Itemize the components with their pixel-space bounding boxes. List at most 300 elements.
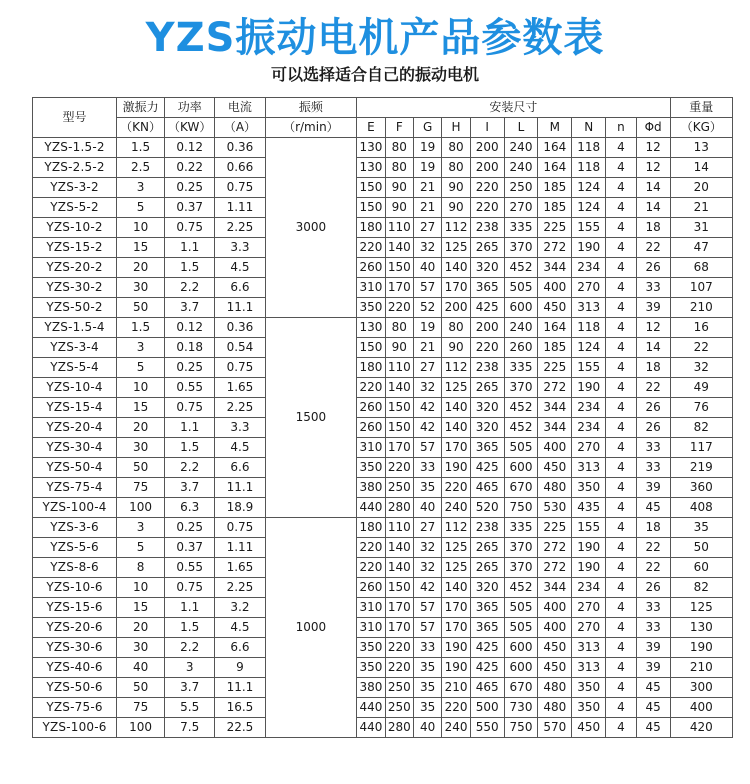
table-cell: 600 — [504, 458, 538, 478]
table-cell: 80 — [385, 158, 413, 178]
table-cell: 4 — [606, 378, 637, 398]
table-cell: 320 — [470, 258, 504, 278]
model-cell: YZS-1.5-4 — [33, 318, 117, 338]
table-cell: 750 — [504, 498, 538, 518]
table-row — [33, 478, 733, 498]
table-cell: 0.37 — [165, 538, 215, 558]
table-cell: 90 — [442, 178, 470, 198]
table-cell: 3 — [165, 658, 215, 678]
model-cell: YZS-30-2 — [33, 278, 117, 298]
table-cell: 220 — [470, 338, 504, 358]
table-cell: 18 — [636, 218, 670, 238]
table-cell: 440 — [357, 718, 385, 738]
table-cell: 1.65 — [215, 558, 265, 578]
table-cell: 45 — [636, 718, 670, 738]
table-cell: 335 — [504, 518, 538, 538]
table-cell: 0.55 — [165, 558, 215, 578]
table-cell: 125 — [442, 378, 470, 398]
table-cell: 11.1 — [215, 478, 265, 498]
table-cell: 3.7 — [165, 478, 215, 498]
table-cell: 82 — [670, 418, 732, 438]
header-force: 激振力 — [117, 98, 165, 118]
table-cell: 450 — [538, 638, 572, 658]
table-cell: 110 — [385, 518, 413, 538]
table-cell: 350 — [357, 458, 385, 478]
table-cell: 8 — [117, 558, 165, 578]
table-row — [33, 718, 733, 738]
model-cell: YZS-20-6 — [33, 618, 117, 638]
table-cell: 39 — [636, 658, 670, 678]
table-cell: 1.5 — [165, 618, 215, 638]
table-cell: 272 — [538, 378, 572, 398]
table-cell: 370 — [504, 238, 538, 258]
table-cell: 220 — [385, 458, 413, 478]
table-cell: 220 — [442, 698, 470, 718]
table-cell: 22.5 — [215, 718, 265, 738]
table-cell: 27 — [413, 518, 441, 538]
header-dim-f: F — [385, 118, 413, 138]
table-cell: 33 — [636, 278, 670, 298]
table-cell: 42 — [413, 578, 441, 598]
table-row — [33, 438, 733, 458]
table-cell: 50 — [117, 678, 165, 698]
table-cell: 750 — [504, 718, 538, 738]
table-cell: 310 — [357, 618, 385, 638]
table-cell: 32 — [670, 358, 732, 378]
model-cell: YZS-15-6 — [33, 598, 117, 618]
table-cell: 730 — [504, 698, 538, 718]
table-cell: 90 — [385, 178, 413, 198]
table-cell: 313 — [572, 298, 606, 318]
table-cell: 452 — [504, 258, 538, 278]
table-cell: 1.11 — [215, 538, 265, 558]
table-cell: 265 — [470, 378, 504, 398]
table-cell: 365 — [470, 438, 504, 458]
table-cell: 265 — [470, 238, 504, 258]
table-cell: 12 — [636, 158, 670, 178]
table-cell: 4 — [606, 278, 637, 298]
table-cell: 200 — [470, 318, 504, 338]
table-cell: 220 — [442, 478, 470, 498]
table-cell: 350 — [572, 698, 606, 718]
table-cell: 39 — [636, 298, 670, 318]
table-cell: 140 — [442, 578, 470, 598]
table-cell: 33 — [636, 598, 670, 618]
table-cell: 344 — [538, 418, 572, 438]
table-cell: 2.25 — [215, 218, 265, 238]
table-cell: 33 — [636, 458, 670, 478]
table-cell: 42 — [413, 418, 441, 438]
table-cell: 240 — [442, 498, 470, 518]
table-row — [33, 418, 733, 438]
table-cell: 35 — [413, 478, 441, 498]
table-cell: 550 — [470, 718, 504, 738]
table-cell: 10 — [117, 578, 165, 598]
table-row — [33, 298, 733, 318]
table-cell: 270 — [572, 278, 606, 298]
table-cell: 76 — [670, 398, 732, 418]
table-cell: 150 — [357, 198, 385, 218]
table-cell: 4 — [606, 438, 637, 458]
table-cell: 600 — [504, 638, 538, 658]
table-cell: 140 — [385, 238, 413, 258]
table-cell: 140 — [442, 418, 470, 438]
table-cell: 80 — [385, 318, 413, 338]
table-cell: 4 — [606, 138, 637, 158]
table-cell: 1.5 — [117, 318, 165, 338]
table-row — [33, 698, 733, 718]
table-cell: 170 — [442, 278, 470, 298]
table-cell: 440 — [357, 498, 385, 518]
table-cell: 35 — [670, 518, 732, 538]
model-cell: YZS-40-6 — [33, 658, 117, 678]
table-row — [33, 578, 733, 598]
table-cell: 344 — [538, 578, 572, 598]
table-cell: 12 — [636, 318, 670, 338]
table-cell: 225 — [538, 518, 572, 538]
table-cell: 425 — [470, 298, 504, 318]
table-cell: 335 — [504, 358, 538, 378]
table-cell: 22 — [636, 378, 670, 398]
table-cell: 4 — [606, 718, 637, 738]
table-cell: 80 — [442, 138, 470, 158]
header-install: 安装尺寸 — [357, 98, 670, 118]
table-cell: 480 — [538, 678, 572, 698]
table-cell: 400 — [538, 618, 572, 638]
table-cell: 16 — [670, 318, 732, 338]
table-cell: 0.75 — [215, 358, 265, 378]
table-cell: 21 — [670, 198, 732, 218]
table-cell: 50 — [117, 458, 165, 478]
table-cell: 6.6 — [215, 278, 265, 298]
model-cell: YZS-3-6 — [33, 518, 117, 538]
table-cell: 350 — [357, 638, 385, 658]
table-cell: 22 — [670, 338, 732, 358]
table-cell: 2.2 — [165, 638, 215, 658]
table-cell: 5 — [117, 358, 165, 378]
table-cell: 250 — [385, 478, 413, 498]
table-row — [33, 278, 733, 298]
table-cell: 150 — [385, 578, 413, 598]
table-cell: 5.5 — [165, 698, 215, 718]
table-cell: 50 — [670, 538, 732, 558]
table-cell: 234 — [572, 398, 606, 418]
table-cell: 310 — [357, 438, 385, 458]
header-dim-phid: Φd — [636, 118, 670, 138]
table-cell: 170 — [385, 618, 413, 638]
table-cell: 26 — [636, 578, 670, 598]
table-cell: 220 — [357, 538, 385, 558]
table-cell: 27 — [413, 358, 441, 378]
table-cell: 400 — [538, 278, 572, 298]
table-cell: 170 — [385, 278, 413, 298]
table-cell: 118 — [572, 318, 606, 338]
page-subtitle: 可以选择适合自己的振动电机 — [270, 65, 479, 84]
table-cell: 219 — [670, 458, 732, 478]
table-cell: 3.3 — [215, 238, 265, 258]
table-cell: 220 — [357, 558, 385, 578]
table-cell: 47 — [670, 238, 732, 258]
table-cell: 0.25 — [165, 518, 215, 538]
table-cell: 505 — [504, 438, 538, 458]
header-freq-unit: （r/min） — [265, 118, 357, 138]
table-cell: 260 — [357, 398, 385, 418]
table-cell: 300 — [670, 678, 732, 698]
table-cell: 15 — [117, 238, 165, 258]
table-cell: 210 — [670, 298, 732, 318]
table-cell: 0.25 — [165, 358, 215, 378]
table-cell: 20 — [117, 418, 165, 438]
header-dim-m: M — [538, 118, 572, 138]
table-cell: 520 — [470, 498, 504, 518]
model-cell: YZS-75-6 — [33, 698, 117, 718]
table-cell: 40 — [117, 658, 165, 678]
table-cell: 420 — [670, 718, 732, 738]
table-cell: 480 — [538, 698, 572, 718]
table-cell: 19 — [413, 158, 441, 178]
table-cell: 280 — [385, 498, 413, 518]
model-cell: YZS-30-4 — [33, 438, 117, 458]
table-cell: 15 — [117, 598, 165, 618]
table-cell: 0.75 — [215, 518, 265, 538]
header-dim-e: E — [357, 118, 385, 138]
table-cell: 365 — [470, 598, 504, 618]
table-cell: 0.36 — [215, 138, 265, 158]
table-cell: 45 — [636, 678, 670, 698]
table-cell: 45 — [636, 498, 670, 518]
table-cell: 220 — [385, 658, 413, 678]
table-cell: 190 — [572, 378, 606, 398]
table-cell: 190 — [572, 558, 606, 578]
table-cell: 238 — [470, 358, 504, 378]
table-cell: 2.5 — [117, 158, 165, 178]
table-cell: 130 — [670, 618, 732, 638]
table-cell: 313 — [572, 458, 606, 478]
header-force-unit: （KN） — [117, 118, 165, 138]
table-cell: 190 — [572, 238, 606, 258]
table-cell: 0.12 — [165, 138, 215, 158]
table-cell: 344 — [538, 398, 572, 418]
table-cell: 5 — [117, 538, 165, 558]
table-cell: 600 — [504, 298, 538, 318]
table-cell: 185 — [538, 178, 572, 198]
model-cell: YZS-100-4 — [33, 498, 117, 518]
table-cell: 19 — [413, 138, 441, 158]
table-cell: 39 — [636, 478, 670, 498]
table-cell: 400 — [670, 698, 732, 718]
table-row — [33, 338, 733, 358]
table-cell: 140 — [442, 258, 470, 278]
table-cell: 0.36 — [215, 318, 265, 338]
table-cell: 335 — [504, 218, 538, 238]
table-cell: 21 — [413, 338, 441, 358]
table-cell: 90 — [442, 198, 470, 218]
table-cell: 220 — [470, 198, 504, 218]
table-cell: 21 — [413, 198, 441, 218]
table-cell: 11.1 — [215, 678, 265, 698]
table-cell: 465 — [470, 678, 504, 698]
table-cell: 27 — [413, 218, 441, 238]
table-cell: 350 — [357, 298, 385, 318]
model-cell: YZS-5-2 — [33, 198, 117, 218]
table-cell: 18 — [636, 518, 670, 538]
table-header — [33, 98, 733, 138]
table-cell: 26 — [636, 398, 670, 418]
table-cell: 4 — [606, 578, 637, 598]
header-dim-h: H — [442, 118, 470, 138]
table-cell: 52 — [413, 298, 441, 318]
model-cell: YZS-2.5-2 — [33, 158, 117, 178]
table-row — [33, 378, 733, 398]
table-cell: 33 — [413, 458, 441, 478]
table-cell: 4 — [606, 658, 637, 678]
table-cell: 150 — [357, 338, 385, 358]
table-cell: 3.2 — [215, 598, 265, 618]
table-cell: 505 — [504, 278, 538, 298]
table-cell: 60 — [670, 558, 732, 578]
model-cell: YZS-20-4 — [33, 418, 117, 438]
table-cell: 164 — [538, 318, 572, 338]
table-cell: 180 — [357, 518, 385, 538]
table-row — [33, 638, 733, 658]
table-cell: 2.2 — [165, 458, 215, 478]
table-cell: 320 — [470, 418, 504, 438]
table-cell: 6.6 — [215, 638, 265, 658]
table-cell: 124 — [572, 198, 606, 218]
table-row — [33, 158, 733, 178]
model-cell: YZS-5-4 — [33, 358, 117, 378]
table-cell: 313 — [572, 658, 606, 678]
table-cell: 4 — [606, 418, 637, 438]
table-cell: 12 — [636, 138, 670, 158]
model-cell: YZS-50-4 — [33, 458, 117, 478]
table-cell: 265 — [470, 538, 504, 558]
table-cell: 18 — [636, 358, 670, 378]
table-cell: 220 — [470, 178, 504, 198]
table-cell: 4.5 — [215, 618, 265, 638]
table-cell: 18.9 — [215, 498, 265, 518]
table-cell: 1.1 — [165, 418, 215, 438]
table-cell: 0.54 — [215, 338, 265, 358]
table-cell: 4 — [606, 538, 637, 558]
table-cell: 0.25 — [165, 178, 215, 198]
table-cell: 90 — [385, 338, 413, 358]
table-cell: 408 — [670, 498, 732, 518]
table-cell: 452 — [504, 418, 538, 438]
table-cell: 505 — [504, 618, 538, 638]
table-cell: 180 — [357, 358, 385, 378]
table-cell: 124 — [572, 178, 606, 198]
table-cell: 450 — [538, 658, 572, 678]
model-cell: YZS-75-4 — [33, 478, 117, 498]
model-cell: YZS-5-6 — [33, 538, 117, 558]
table-cell: 370 — [504, 538, 538, 558]
table-cell: 125 — [442, 238, 470, 258]
table-cell: 4 — [606, 238, 637, 258]
table-cell: 170 — [385, 438, 413, 458]
table-cell: 155 — [572, 358, 606, 378]
table-cell: 112 — [442, 358, 470, 378]
table-body — [33, 138, 733, 738]
table-cell: 220 — [385, 298, 413, 318]
table-cell: 240 — [504, 318, 538, 338]
table-cell: 370 — [504, 378, 538, 398]
table-row — [33, 198, 733, 218]
table-cell: 150 — [357, 178, 385, 198]
table-cell: 425 — [470, 458, 504, 478]
table-cell: 15 — [117, 398, 165, 418]
table-cell: 20 — [117, 258, 165, 278]
table-cell: 90 — [385, 198, 413, 218]
table-cell: 22 — [636, 538, 670, 558]
model-cell: YZS-3-4 — [33, 338, 117, 358]
table-cell: 570 — [538, 718, 572, 738]
header-current: 电流 — [215, 98, 265, 118]
table-cell: 4 — [606, 258, 637, 278]
model-cell: YZS-100-6 — [33, 718, 117, 738]
table-cell: 170 — [442, 598, 470, 618]
model-cell: YZS-50-2 — [33, 298, 117, 318]
table-cell: 440 — [357, 698, 385, 718]
model-cell: YZS-30-6 — [33, 638, 117, 658]
table-cell: 250 — [385, 698, 413, 718]
table-cell: 22 — [636, 238, 670, 258]
table-cell: 3.7 — [165, 298, 215, 318]
table-cell: 6.3 — [165, 498, 215, 518]
table-cell: 0.55 — [165, 378, 215, 398]
table-cell: 40 — [413, 718, 441, 738]
table-cell: 200 — [470, 138, 504, 158]
table-cell: 110 — [385, 358, 413, 378]
table-cell: 380 — [357, 678, 385, 698]
table-cell: 118 — [572, 138, 606, 158]
table-cell: 465 — [470, 478, 504, 498]
table-cell: 4 — [606, 518, 637, 538]
table-cell: 32 — [413, 238, 441, 258]
table-cell: 225 — [538, 358, 572, 378]
model-cell: YZS-8-6 — [33, 558, 117, 578]
table-cell: 185 — [538, 198, 572, 218]
table-cell: 31 — [670, 218, 732, 238]
table-cell: 4.5 — [215, 438, 265, 458]
table-cell: 425 — [470, 658, 504, 678]
table-cell: 320 — [470, 398, 504, 418]
table-cell: 32 — [413, 538, 441, 558]
table-cell: 22 — [636, 558, 670, 578]
table-cell: 30 — [117, 278, 165, 298]
table-cell: 400 — [538, 438, 572, 458]
table-cell: 125 — [442, 558, 470, 578]
table-cell: 0.66 — [215, 158, 265, 178]
table-cell: 670 — [504, 478, 538, 498]
table-cell: 4 — [606, 678, 637, 698]
table-cell: 4 — [606, 598, 637, 618]
table-cell: 4 — [606, 478, 637, 498]
table-cell: 380 — [357, 478, 385, 498]
table-cell: 344 — [538, 258, 572, 278]
table-cell: 9 — [215, 658, 265, 678]
table-cell: 6.6 — [215, 458, 265, 478]
table-cell: 19 — [413, 318, 441, 338]
table-cell: 1.5 — [117, 138, 165, 158]
table-cell: 240 — [504, 158, 538, 178]
table-cell: 112 — [442, 518, 470, 538]
table-cell: 185 — [538, 338, 572, 358]
table-cell: 670 — [504, 678, 538, 698]
table-cell: 49 — [670, 378, 732, 398]
table-cell: 33 — [636, 618, 670, 638]
table-cell: 140 — [442, 398, 470, 418]
